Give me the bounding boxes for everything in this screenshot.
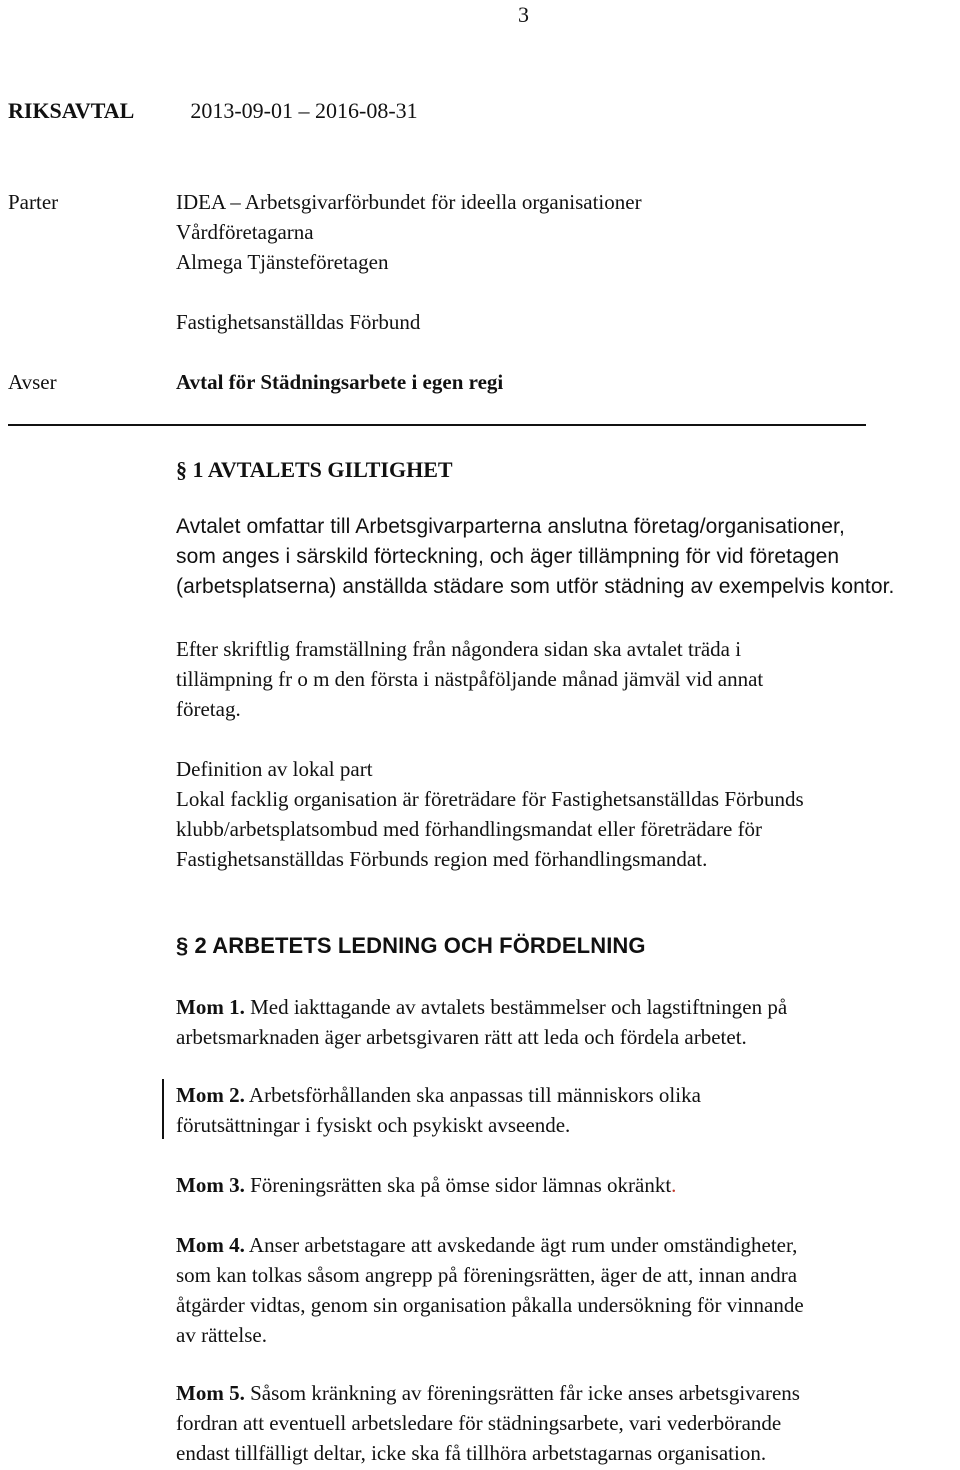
mom-1 bbox=[176, 992, 787, 1052]
header-divider bbox=[8, 424, 866, 426]
section-1-paragraph-1 bbox=[176, 512, 894, 602]
paragraph-line: arbetsmarknaden äger arbetsgivaren rätt att leda och fördela arbetet. bbox=[176, 1025, 747, 1049]
section-1-definition bbox=[176, 754, 804, 874]
paragraph-line: tillämpning fr o m den första i nästpåföljande månad jämväl vid annat bbox=[176, 667, 764, 691]
mom-text: Arbetsförhållanden ska anpassas till människors olika bbox=[248, 1083, 701, 1107]
paragraph-line: endast tillfälligt deltar, icke ska få tillhöra arbetstagarnas organisation. bbox=[176, 1441, 767, 1465]
paragraph-line: Avtalet omfattar till Arbetsgivarparterna anslutna företag/organisationer, bbox=[176, 515, 845, 538]
parter-list bbox=[176, 187, 642, 277]
parter-label: Parter bbox=[8, 190, 59, 214]
section-1-title: § 1 AVTALETS GILTIGHET bbox=[176, 457, 453, 482]
mom-label: Mom 1. bbox=[176, 995, 245, 1019]
mom-label: Mom 5. bbox=[176, 1381, 245, 1405]
avser-label: Avser bbox=[8, 370, 57, 394]
paragraph-line: av rättelse. bbox=[176, 1323, 267, 1347]
parter-line: Vårdföretagarna bbox=[176, 220, 314, 244]
agreement-period: 2013-09-01 – 2016-08-31 bbox=[190, 98, 418, 123]
paragraph-line: fordran att eventuell arbetsledare för städningsarbete, vari vederbörande bbox=[176, 1411, 782, 1435]
mom-label: Mom 4. bbox=[176, 1233, 245, 1257]
paragraph-line: Definition av lokal part bbox=[176, 757, 373, 781]
paragraph-line: som anges i särskild förteckning, och äger tillämpning för vid företagen bbox=[176, 545, 840, 568]
mom-text: Föreningsrätten ska på ömse sidor lämnas okränkt bbox=[250, 1173, 672, 1197]
mom-2 bbox=[176, 1080, 701, 1140]
paragraph-line: klubb/arbetsplatsombud med förhandlingsmandat eller företrädare för bbox=[176, 817, 763, 841]
page-number: 3 bbox=[518, 2, 529, 27]
paragraph-line: åtgärder vidtas, genom sin organisation påkalla undersökning för vinnande bbox=[176, 1293, 804, 1317]
paragraph-line: Efter skriftlig framställning från någondera sidan ska avtalet träda i bbox=[176, 637, 742, 661]
agreement-header bbox=[8, 96, 418, 126]
mom-text: Med iakttagande av avtalets bestämmelser och lagstiftningen på bbox=[250, 995, 788, 1019]
section-2-title: § 2 ARBETETS LEDNING OCH FÖRDELNING bbox=[176, 933, 646, 958]
mom-text: Anser arbetstagare att avskedande ägt rum under omständigheter, bbox=[248, 1233, 798, 1257]
mom-label: Mom 3. bbox=[176, 1173, 245, 1197]
parter-line: IDEA – Arbetsgivarförbundet för ideella organisationer bbox=[176, 190, 642, 214]
paragraph-line: Fastighetsanställdas Förbunds region med förhandlingsmandat. bbox=[176, 847, 708, 871]
parter-union: Fastighetsanställdas Förbund bbox=[176, 310, 421, 334]
agreement-title: RIKSAVTAL bbox=[8, 98, 135, 123]
mom-text: Såsom kränkning av föreningsrätten får icke anses arbetsgivarens bbox=[250, 1381, 800, 1405]
mom-text-end: . bbox=[671, 1173, 677, 1197]
mom-3 bbox=[176, 1170, 676, 1200]
revision-bar bbox=[162, 1079, 164, 1139]
parter-line: Almega Tjänsteföretagen bbox=[176, 250, 389, 274]
section-1-paragraph-2 bbox=[176, 634, 763, 724]
mom-4 bbox=[176, 1230, 804, 1350]
paragraph-line: Lokal facklig organisation är företrädare för Fastighetsanställdas Förbunds bbox=[176, 787, 804, 811]
avser-value: Avtal för Städningsarbete i egen regi bbox=[176, 370, 504, 394]
mom-label: Mom 2. bbox=[176, 1083, 245, 1107]
paragraph-line: förutsättningar i fysiskt och psykiskt avseende. bbox=[176, 1113, 571, 1137]
mom-5 bbox=[176, 1378, 800, 1468]
paragraph-line: företag. bbox=[176, 697, 241, 721]
paragraph-line: som kan tolkas såsom angrepp på föreningsrätten, äger de att, innan andra bbox=[176, 1263, 798, 1287]
paragraph-line: (arbetsplatserna) anställda städare som utför städning av exempelvis kontor. bbox=[176, 575, 895, 598]
